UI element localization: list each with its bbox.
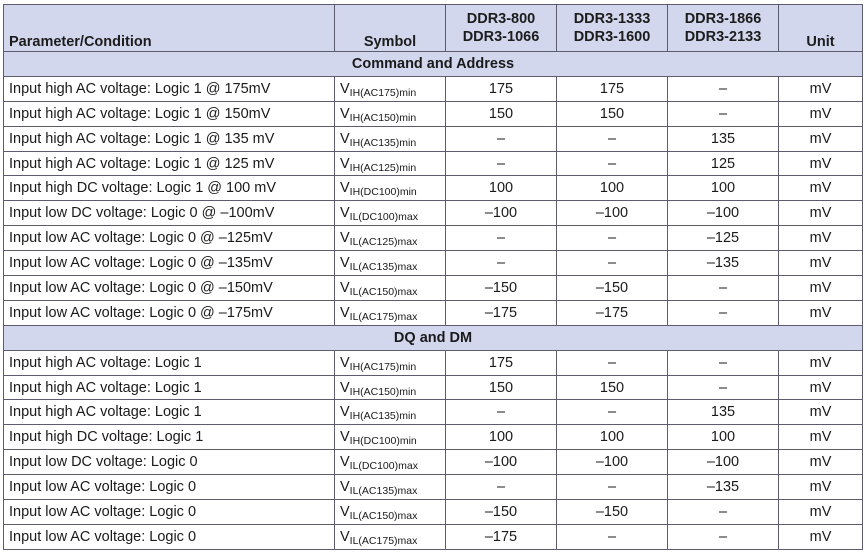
- symbol-subscript: IH(AC135)min: [349, 136, 417, 149]
- symbol-subscript: IL(DC100)max: [349, 460, 418, 473]
- symbol-main: V: [340, 304, 350, 321]
- parameter-cell: Input low DC voltage: Logic 0: [4, 450, 335, 475]
- symbol-cell: [335, 350, 446, 375]
- table-row: [4, 500, 863, 525]
- symbol-subscript: IH(DC100)min: [349, 186, 417, 199]
- symbol-subscript: IL(AC175)max: [349, 534, 418, 547]
- symbol-cell: [335, 126, 446, 151]
- table-row: [4, 375, 863, 400]
- symbol-cell: [335, 500, 446, 525]
- symbol-main: V: [340, 503, 350, 520]
- value-ddr3-800-1066: –: [446, 251, 557, 276]
- header-ddr3-1333: DDR3-1333: [573, 11, 651, 27]
- parameter-cell: Input low AC voltage: Logic 0 @ –125mV: [4, 226, 335, 251]
- value-ddr3-1333-1600: 100: [557, 176, 668, 201]
- unit-cell: mV: [779, 101, 863, 126]
- value-ddr3-1866-2133: 100: [668, 176, 779, 201]
- symbol-subscript: IL(AC150)max: [349, 285, 418, 298]
- symbol-main: V: [340, 379, 350, 396]
- unit-cell: mV: [779, 151, 863, 176]
- symbol-subscript: IL(AC125)max: [349, 236, 418, 249]
- unit-cell: mV: [779, 500, 863, 525]
- parameter-cell: Input high AC voltage: Logic 1: [4, 350, 335, 375]
- symbol-cell: [335, 276, 446, 301]
- value-ddr3-800-1066: 150: [446, 101, 557, 126]
- table-row: [4, 400, 863, 425]
- table-row: [4, 76, 863, 101]
- symbol-main: V: [340, 454, 350, 471]
- value-ddr3-800-1066: –150: [446, 276, 557, 301]
- unit-cell: mV: [779, 176, 863, 201]
- value-ddr3-1866-2133: –125: [668, 226, 779, 251]
- parameter-cell: Input low AC voltage: Logic 0: [4, 524, 335, 549]
- unit-cell: mV: [779, 76, 863, 101]
- value-ddr3-1866-2133: 135: [668, 126, 779, 151]
- symbol-main: V: [340, 80, 350, 97]
- unit-cell: mV: [779, 276, 863, 301]
- value-ddr3-1866-2133: –: [668, 500, 779, 525]
- header-ddr3-1866-2133: [668, 5, 779, 52]
- value-ddr3-1333-1600: 150: [557, 375, 668, 400]
- value-ddr3-800-1066: –: [446, 226, 557, 251]
- symbol-main: V: [340, 429, 350, 446]
- parameter-cell: Input low AC voltage: Logic 0: [4, 475, 335, 500]
- symbol-main: V: [340, 479, 350, 496]
- symbol-main: V: [340, 155, 350, 172]
- value-ddr3-1333-1600: –: [557, 226, 668, 251]
- unit-cell: mV: [779, 475, 863, 500]
- parameter-cell: Input low AC voltage: Logic 0 @ –150mV: [4, 276, 335, 301]
- symbol-main: V: [340, 205, 350, 222]
- symbol-cell: [335, 475, 446, 500]
- table-row: [4, 475, 863, 500]
- symbol-cell: [335, 176, 446, 201]
- value-ddr3-1866-2133: –: [668, 76, 779, 101]
- table-row: [4, 201, 863, 226]
- table-row: [4, 251, 863, 276]
- value-ddr3-800-1066: –175: [446, 300, 557, 325]
- symbol-subscript: IL(AC135)max: [349, 261, 418, 274]
- symbol-cell: [335, 450, 446, 475]
- symbol-cell: [335, 226, 446, 251]
- symbol-cell: [335, 400, 446, 425]
- symbol-cell: [335, 101, 446, 126]
- symbol-subscript: IH(AC150)min: [349, 111, 417, 124]
- parameter-cell: Input low AC voltage: Logic 0: [4, 500, 335, 525]
- unit-cell: mV: [779, 375, 863, 400]
- table-row: [4, 126, 863, 151]
- unit-cell: mV: [779, 126, 863, 151]
- unit-cell: mV: [779, 400, 863, 425]
- table-row: [4, 151, 863, 176]
- section-header-row: [4, 52, 863, 77]
- value-ddr3-800-1066: –150: [446, 500, 557, 525]
- value-ddr3-800-1066: –: [446, 400, 557, 425]
- parameter-cell: Input low AC voltage: Logic 0 @ –135mV: [4, 251, 335, 276]
- value-ddr3-1333-1600: –: [557, 151, 668, 176]
- symbol-main: V: [340, 404, 350, 421]
- value-ddr3-1866-2133: –: [668, 300, 779, 325]
- unit-cell: mV: [779, 524, 863, 549]
- symbol-main: V: [340, 354, 350, 371]
- value-ddr3-1333-1600: –100: [557, 450, 668, 475]
- table-row: [4, 350, 863, 375]
- parameter-cell: Input high DC voltage: Logic 1: [4, 425, 335, 450]
- table-row: [4, 226, 863, 251]
- parameter-cell: Input low DC voltage: Logic 0 @ –100mV: [4, 201, 335, 226]
- symbol-cell: [335, 425, 446, 450]
- symbol-main: V: [340, 130, 350, 147]
- value-ddr3-1866-2133: –100: [668, 450, 779, 475]
- value-ddr3-1333-1600: –: [557, 350, 668, 375]
- value-ddr3-1866-2133: –: [668, 350, 779, 375]
- parameter-cell: Input high AC voltage: Logic 1: [4, 375, 335, 400]
- value-ddr3-800-1066: 150: [446, 375, 557, 400]
- value-ddr3-1333-1600: –150: [557, 276, 668, 301]
- symbol-cell: [335, 76, 446, 101]
- value-ddr3-800-1066: 175: [446, 76, 557, 101]
- section-title: Command and Address: [4, 52, 863, 77]
- value-ddr3-800-1066: 100: [446, 425, 557, 450]
- header-ddr3-1866: DDR3-1866: [684, 11, 762, 27]
- value-ddr3-1333-1600: –: [557, 400, 668, 425]
- value-ddr3-1333-1600: 150: [557, 101, 668, 126]
- table-row: [4, 524, 863, 549]
- symbol-cell: [335, 201, 446, 226]
- unit-cell: mV: [779, 450, 863, 475]
- value-ddr3-800-1066: –100: [446, 450, 557, 475]
- symbol-cell: [335, 524, 446, 549]
- parameter-cell: Input high AC voltage: Logic 1: [4, 400, 335, 425]
- table-row: [4, 425, 863, 450]
- value-ddr3-1866-2133: 135: [668, 400, 779, 425]
- parameter-cell: Input high AC voltage: Logic 1 @ 135 mV: [4, 126, 335, 151]
- symbol-subscript: IH(AC175)min: [349, 360, 417, 373]
- symbol-subscript: IH(AC135)min: [349, 410, 417, 423]
- symbol-cell: [335, 300, 446, 325]
- header-row: [4, 5, 863, 52]
- symbol-subscript: IH(AC125)min: [349, 161, 417, 174]
- header-ddr3-1066: DDR3-1066: [462, 29, 540, 45]
- value-ddr3-1866-2133: 125: [668, 151, 779, 176]
- symbol-cell: [335, 151, 446, 176]
- header-ddr3-1333-1600: [557, 5, 668, 52]
- value-ddr3-800-1066: –: [446, 151, 557, 176]
- value-ddr3-1866-2133: –135: [668, 251, 779, 276]
- symbol-cell: [335, 251, 446, 276]
- header-ddr3-800-1066: [446, 5, 557, 52]
- table-row: [4, 176, 863, 201]
- value-ddr3-800-1066: –100: [446, 201, 557, 226]
- header-ddr3-800: DDR3-800: [466, 11, 536, 27]
- symbol-subscript: IL(DC100)max: [349, 211, 418, 224]
- symbol-subscript: IH(AC150)min: [349, 385, 417, 398]
- unit-cell: mV: [779, 350, 863, 375]
- symbol-subscript: IH(DC100)min: [349, 435, 417, 448]
- table-row: [4, 300, 863, 325]
- value-ddr3-1333-1600: 175: [557, 76, 668, 101]
- table-row: [4, 101, 863, 126]
- section-title: DQ and DM: [4, 325, 863, 350]
- symbol-subscript: IL(AC150)max: [349, 509, 418, 522]
- unit-cell: mV: [779, 300, 863, 325]
- value-ddr3-1866-2133: 100: [668, 425, 779, 450]
- value-ddr3-800-1066: 175: [446, 350, 557, 375]
- symbol-main: V: [340, 230, 350, 247]
- header-ddr3-2133: DDR3-2133: [684, 29, 762, 45]
- value-ddr3-1333-1600: –: [557, 524, 668, 549]
- value-ddr3-1866-2133: –: [668, 101, 779, 126]
- header-symbol: Symbol: [335, 5, 446, 52]
- symbol-main: V: [340, 528, 350, 545]
- table-body: [4, 52, 863, 550]
- parameter-cell: Input high AC voltage: Logic 1 @ 125 mV: [4, 151, 335, 176]
- symbol-main: V: [340, 105, 350, 122]
- value-ddr3-1333-1600: –: [557, 126, 668, 151]
- symbol-subscript: IH(AC175)min: [349, 86, 417, 99]
- header-unit: Unit: [779, 5, 863, 52]
- symbol-subscript: IL(AC135)max: [349, 485, 418, 498]
- unit-cell: mV: [779, 425, 863, 450]
- symbol-main: V: [340, 180, 350, 197]
- parameter-cell: Input high AC voltage: Logic 1 @ 175mV: [4, 76, 335, 101]
- header-ddr3-1600: DDR3-1600: [573, 29, 651, 45]
- value-ddr3-1333-1600: –: [557, 251, 668, 276]
- unit-cell: mV: [779, 226, 863, 251]
- symbol-cell: [335, 375, 446, 400]
- value-ddr3-800-1066: –: [446, 126, 557, 151]
- value-ddr3-1866-2133: –100: [668, 201, 779, 226]
- value-ddr3-1333-1600: –150: [557, 500, 668, 525]
- spec-table: [3, 4, 863, 550]
- value-ddr3-1866-2133: –: [668, 276, 779, 301]
- section-header-row: [4, 325, 863, 350]
- parameter-cell: Input high AC voltage: Logic 1 @ 150mV: [4, 101, 335, 126]
- unit-cell: mV: [779, 251, 863, 276]
- value-ddr3-1866-2133: –: [668, 375, 779, 400]
- value-ddr3-800-1066: 100: [446, 176, 557, 201]
- parameter-cell: Input high DC voltage: Logic 1 @ 100 mV: [4, 176, 335, 201]
- unit-cell: mV: [779, 201, 863, 226]
- value-ddr3-800-1066: –175: [446, 524, 557, 549]
- value-ddr3-1333-1600: –: [557, 475, 668, 500]
- symbol-subscript: IL(AC175)max: [349, 310, 418, 323]
- parameter-cell: Input low AC voltage: Logic 0 @ –175mV: [4, 300, 335, 325]
- symbol-main: V: [340, 279, 350, 296]
- table-row: [4, 276, 863, 301]
- value-ddr3-1866-2133: –135: [668, 475, 779, 500]
- header-parameter: Parameter/Condition: [4, 5, 335, 52]
- value-ddr3-1333-1600: 100: [557, 425, 668, 450]
- value-ddr3-1333-1600: –175: [557, 300, 668, 325]
- value-ddr3-800-1066: –: [446, 475, 557, 500]
- symbol-main: V: [340, 255, 350, 272]
- value-ddr3-1333-1600: –100: [557, 201, 668, 226]
- table-row: [4, 450, 863, 475]
- value-ddr3-1866-2133: –: [668, 524, 779, 549]
